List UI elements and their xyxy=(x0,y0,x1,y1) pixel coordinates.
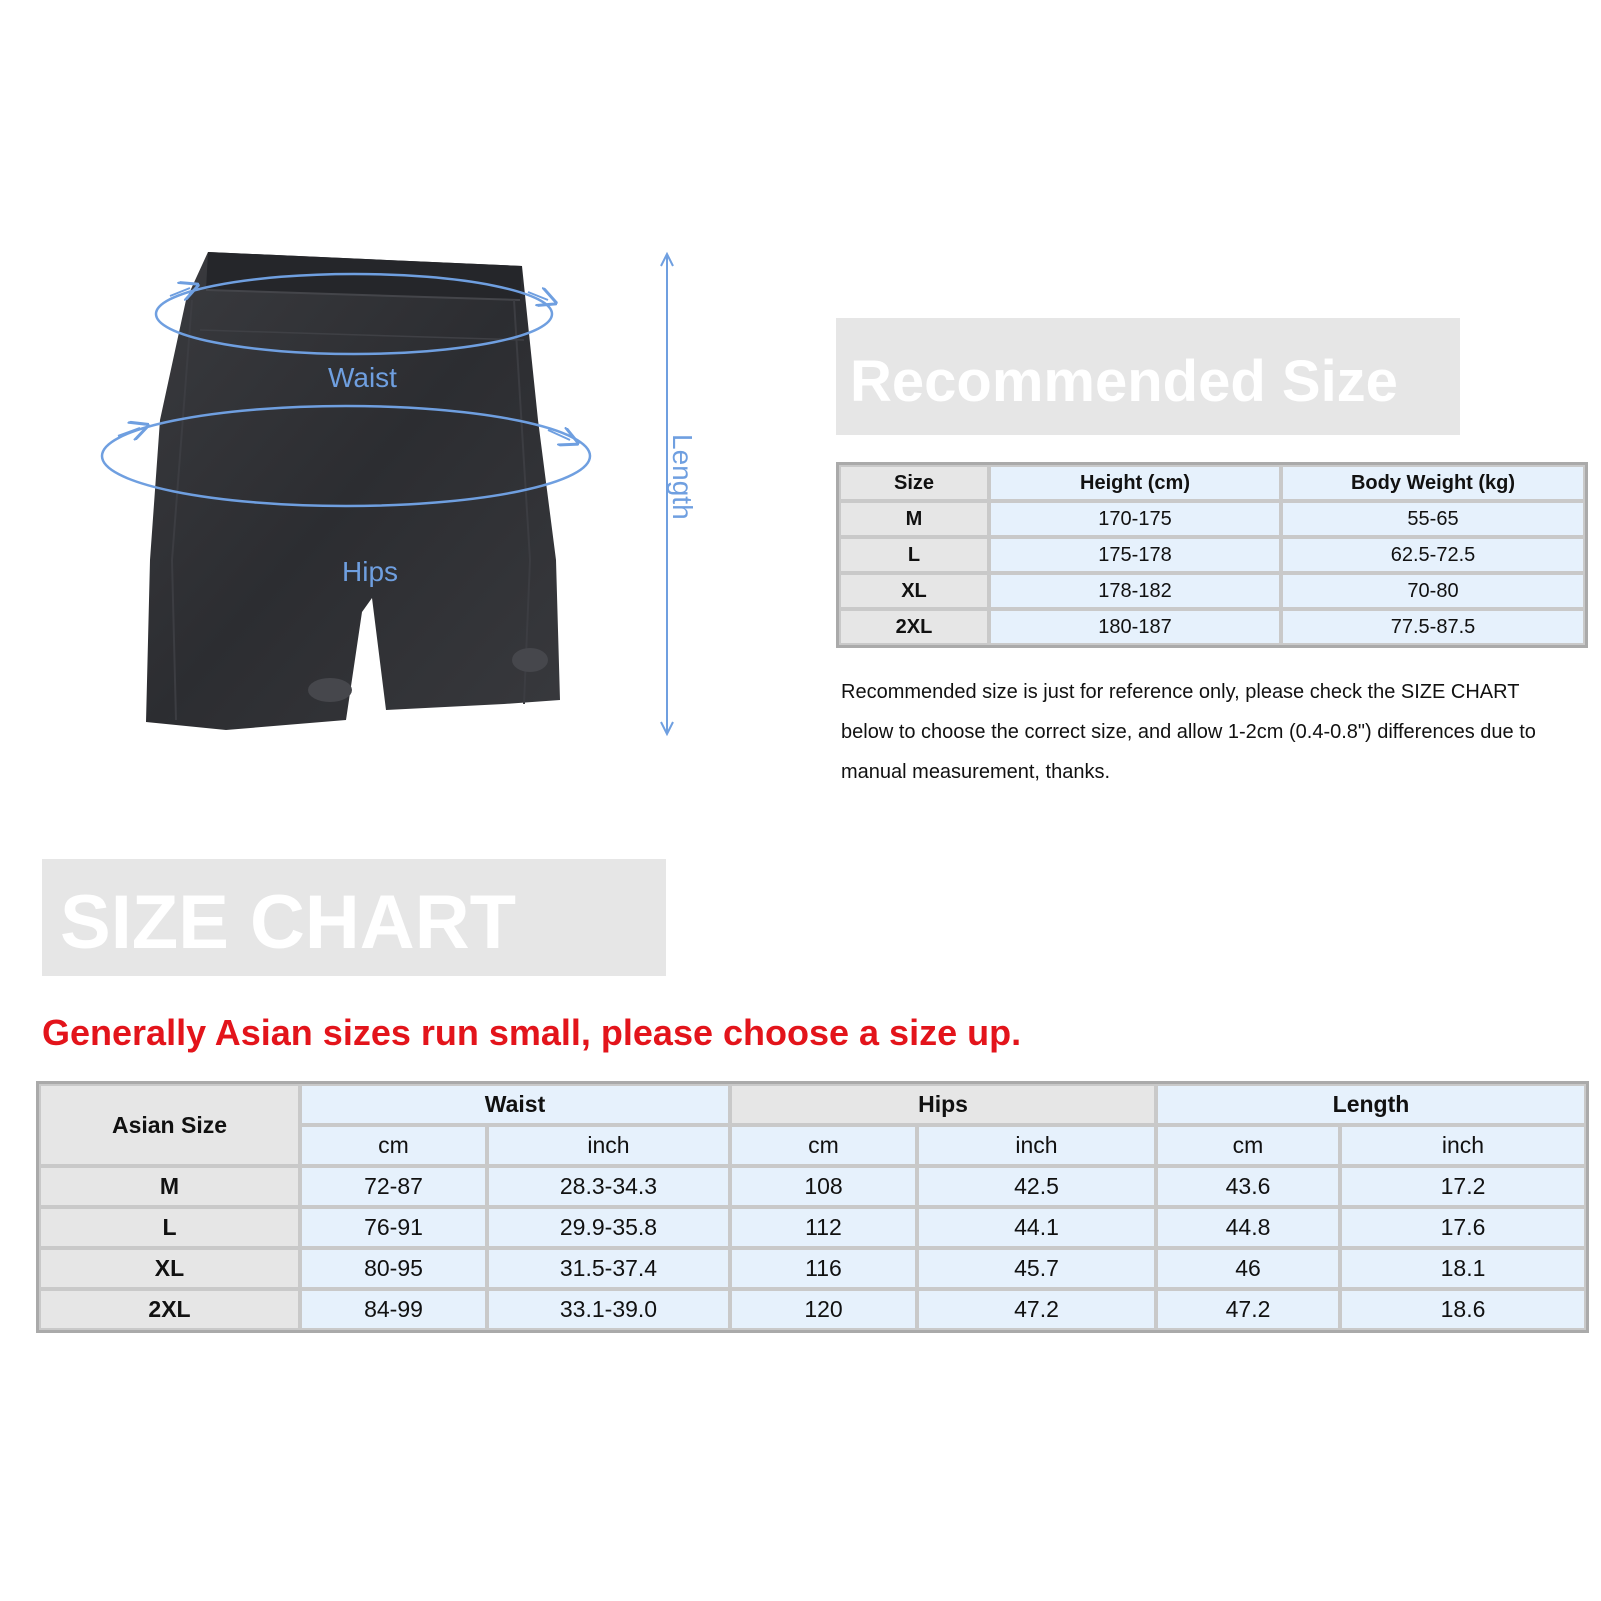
header-cell: Height (cm) xyxy=(989,465,1281,501)
table-row xyxy=(839,609,1585,645)
hips-label: Hips xyxy=(342,556,399,587)
table-header-row xyxy=(839,465,1585,501)
hips-cm-cell: 116 xyxy=(730,1248,917,1289)
size-cell: 2XL xyxy=(39,1289,300,1330)
unit-cell: cm xyxy=(730,1125,917,1166)
size-cell: M xyxy=(839,501,989,537)
table-row xyxy=(839,537,1585,573)
header-cell: Body Weight (kg) xyxy=(1281,465,1585,501)
unit-cell: inch xyxy=(487,1125,730,1166)
hips-cm-cell: 108 xyxy=(730,1166,917,1207)
waist-cm-cell: 72-87 xyxy=(300,1166,487,1207)
height-cell: 178-182 xyxy=(989,573,1281,609)
length-inch-cell: 18.6 xyxy=(1340,1289,1586,1330)
hips-inch-cell: 47.2 xyxy=(917,1289,1156,1330)
waist-inch-cell: 28.3-34.3 xyxy=(487,1166,730,1207)
length-cm-cell: 46 xyxy=(1156,1248,1340,1289)
unit-cell: cm xyxy=(1156,1125,1340,1166)
weight-cell: 62.5-72.5 xyxy=(1281,537,1585,573)
length-group-header: Length xyxy=(1156,1084,1586,1125)
waist-cm-cell: 76-91 xyxy=(300,1207,487,1248)
unit-cell: inch xyxy=(1340,1125,1586,1166)
size-cell: 2XL xyxy=(839,609,989,645)
hips-cm-cell: 112 xyxy=(730,1207,917,1248)
height-cell: 175-178 xyxy=(989,537,1281,573)
table-row xyxy=(839,501,1585,537)
recommended-size-title: Recommended Size xyxy=(836,318,1460,435)
table-row xyxy=(39,1248,1586,1289)
size-warning: Generally Asian sizes run small, please choose a size up. xyxy=(42,1012,1022,1053)
length-cm-cell: 47.2 xyxy=(1156,1289,1340,1330)
weight-cell: 55-65 xyxy=(1281,501,1585,537)
waist-cm-cell: 84-99 xyxy=(300,1289,487,1330)
hips-inch-cell: 42.5 xyxy=(917,1166,1156,1207)
length-inch-cell: 17.2 xyxy=(1340,1166,1586,1207)
hips-inch-cell: 44.1 xyxy=(917,1207,1156,1248)
hips-cm-cell: 120 xyxy=(730,1289,917,1330)
length-inch-cell: 18.1 xyxy=(1340,1248,1586,1289)
unit-cell: cm xyxy=(300,1125,487,1166)
weight-cell: 70-80 xyxy=(1281,573,1585,609)
asian-size-header: Asian Size xyxy=(39,1084,300,1166)
table-group-header-row xyxy=(39,1084,1586,1125)
hips-inch-cell: 45.7 xyxy=(917,1248,1156,1289)
header-cell: Size xyxy=(839,465,989,501)
size-chart-title: SIZE CHART xyxy=(42,859,666,976)
height-cell: 170-175 xyxy=(989,501,1281,537)
waist-inch-cell: 33.1-39.0 xyxy=(487,1289,730,1330)
recommended-size-table xyxy=(836,462,1588,648)
height-cell: 180-187 xyxy=(989,609,1281,645)
hips-group-header: Hips xyxy=(730,1084,1156,1125)
shorts-body xyxy=(146,252,560,730)
waist-inch-cell: 31.5-37.4 xyxy=(487,1248,730,1289)
table-row xyxy=(39,1166,1586,1207)
length-label: Length xyxy=(667,434,698,520)
waist-cm-cell: 80-95 xyxy=(300,1248,487,1289)
size-cell: L xyxy=(39,1207,300,1248)
recommended-size-note: Recommended size is just for reference only, please check the SIZE CHART below to choose the correct size, and allow 1-2cm (0.4-0.8") differences due to manual measurement, thanks. xyxy=(841,681,1536,783)
size-chart-table xyxy=(36,1081,1589,1333)
unit-cell: inch xyxy=(917,1125,1156,1166)
waist-group-header: Waist xyxy=(300,1084,730,1125)
weight-cell: 77.5-87.5 xyxy=(1281,609,1585,645)
size-cell: XL xyxy=(39,1248,300,1289)
length-inch-cell: 17.6 xyxy=(1340,1207,1586,1248)
table-row xyxy=(39,1207,1586,1248)
table-row xyxy=(39,1289,1586,1330)
length-cm-cell: 44.8 xyxy=(1156,1207,1340,1248)
table-row xyxy=(839,573,1585,609)
waist-inch-cell: 29.9-35.8 xyxy=(487,1207,730,1248)
size-cell: L xyxy=(839,537,989,573)
length-cm-cell: 43.6 xyxy=(1156,1166,1340,1207)
waist-label: Waist xyxy=(328,362,397,393)
size-cell: M xyxy=(39,1166,300,1207)
size-cell: XL xyxy=(839,573,989,609)
